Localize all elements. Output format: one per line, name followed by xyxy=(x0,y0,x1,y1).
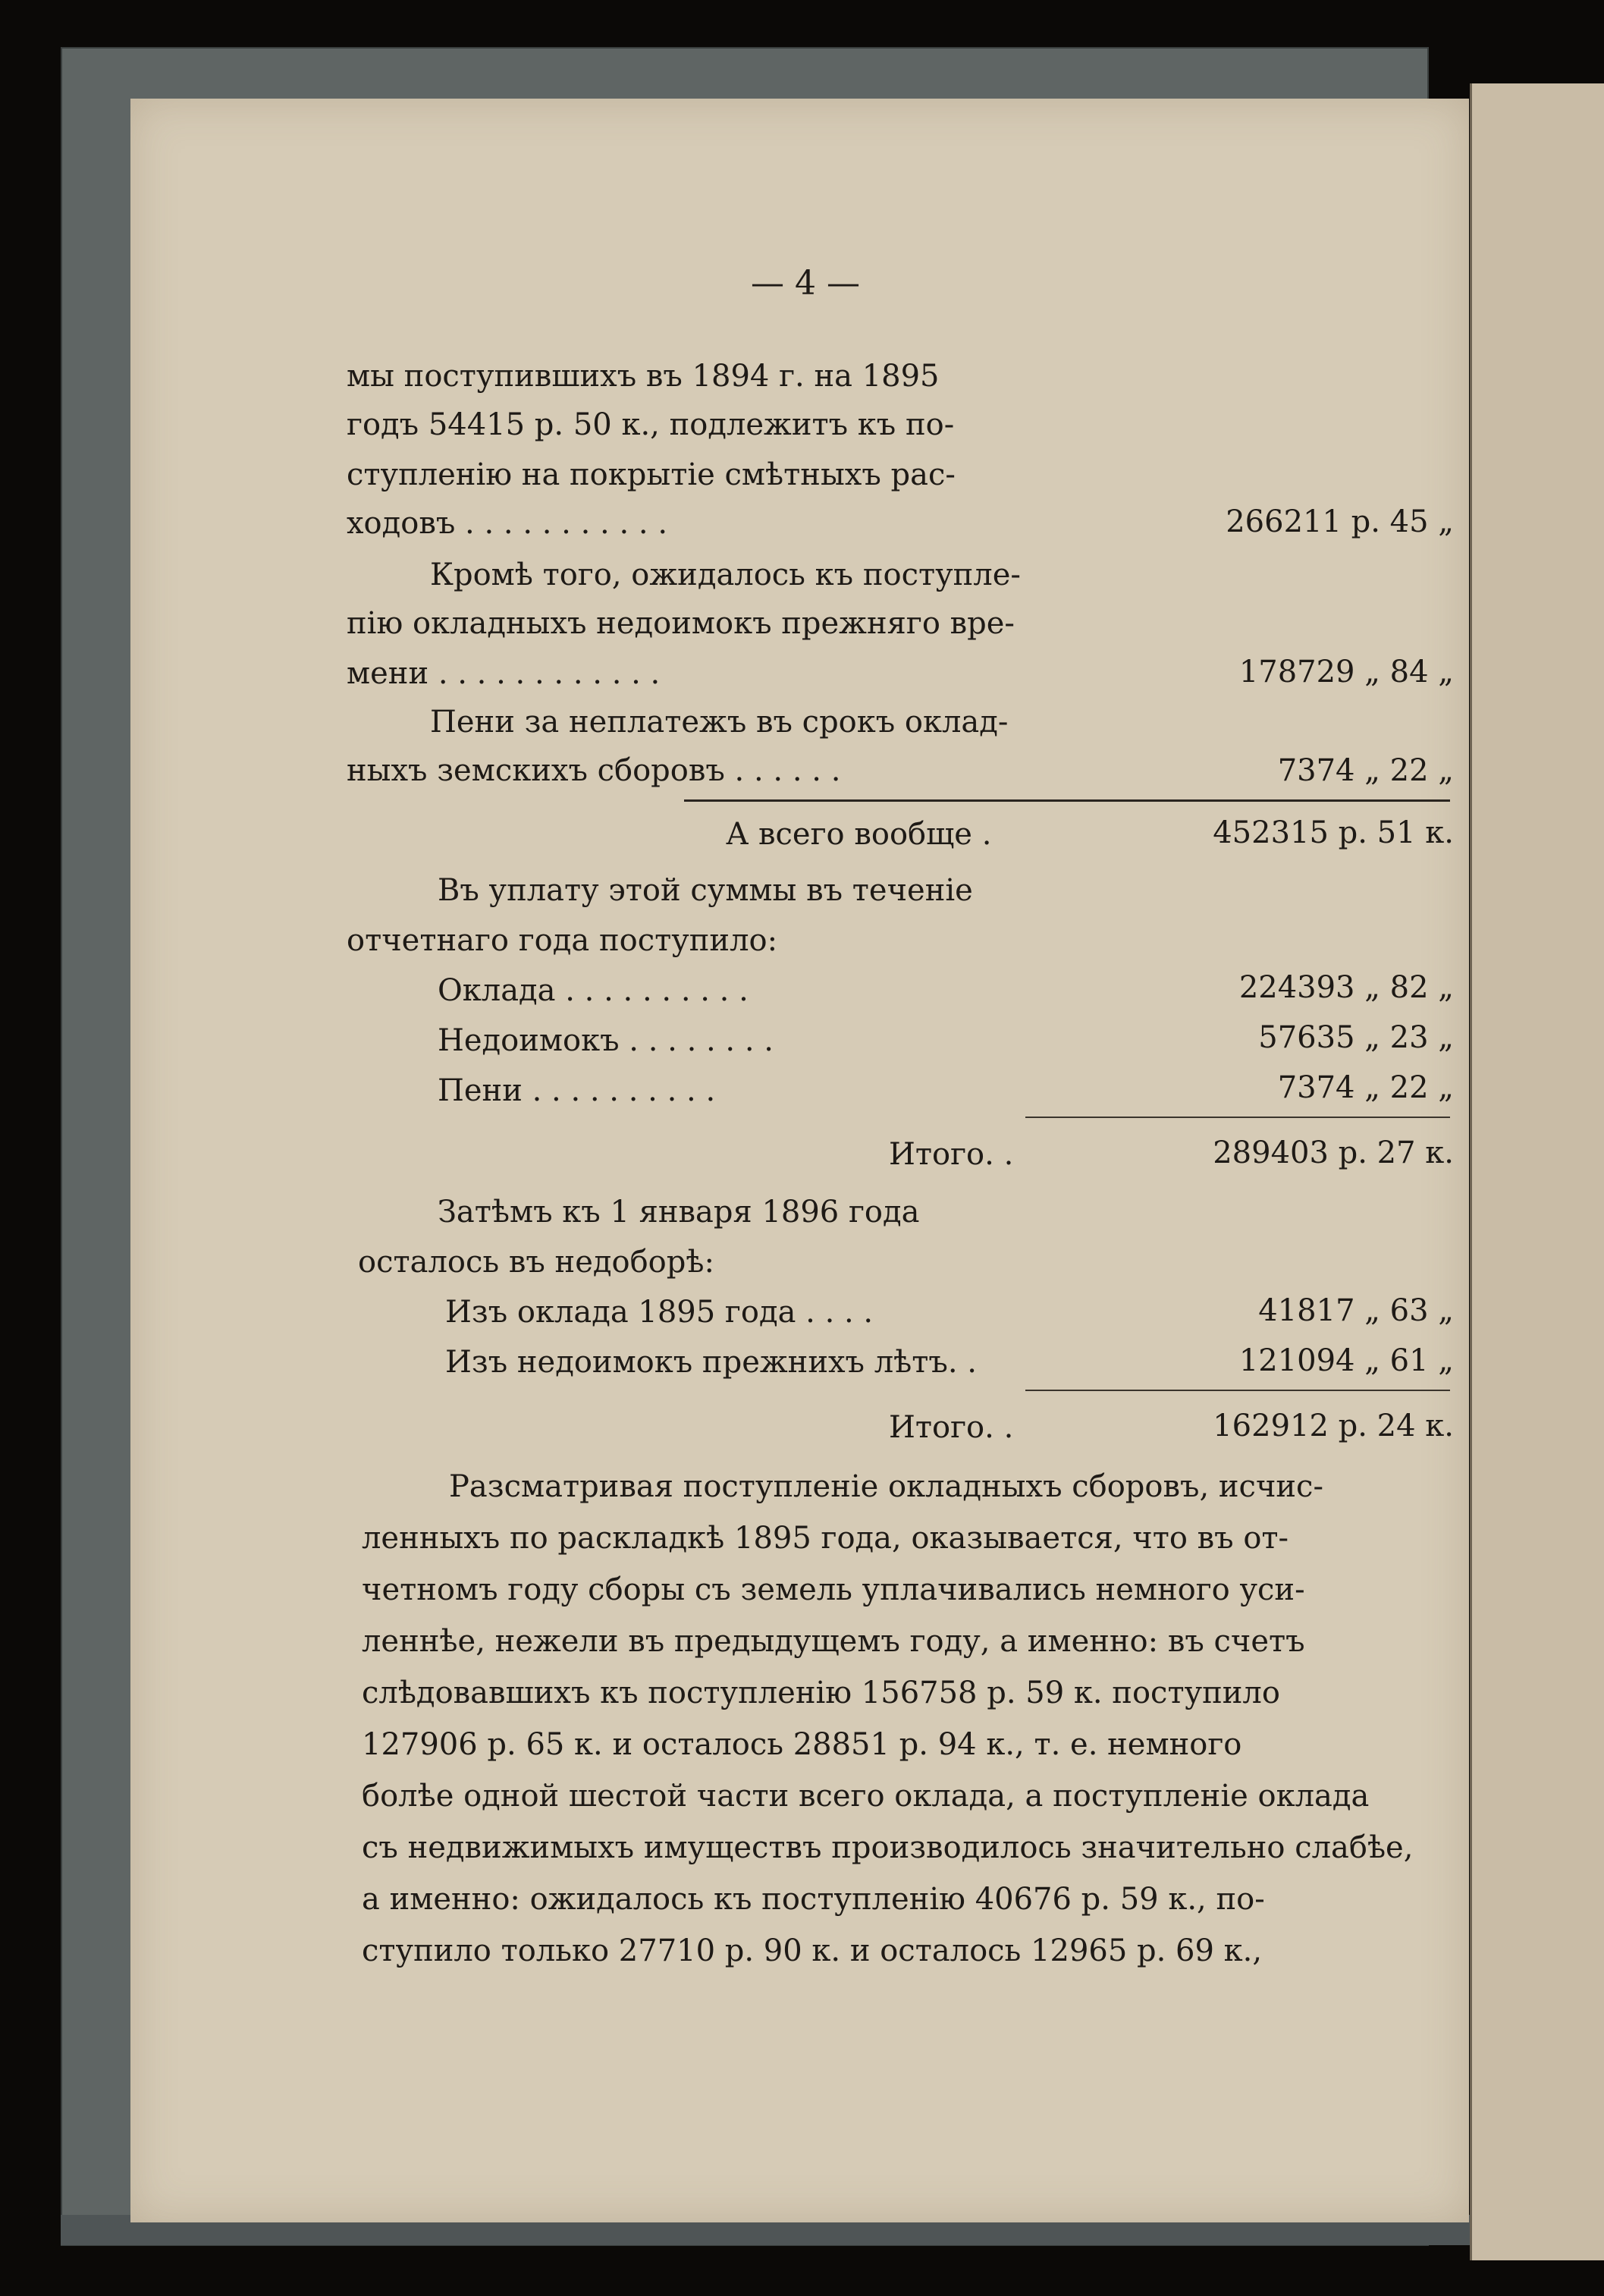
text-line: ходовъ . . . . . . . . . . . xyxy=(347,506,668,541)
text-line: Затѣмъ къ 1 января 1896 года xyxy=(438,1195,920,1230)
amount-value: 57635 „ 23 „ xyxy=(1258,1020,1454,1055)
sum-rule xyxy=(1025,1390,1450,1391)
text-line: леннѣе, нежели въ предыдущемъ году, а именно: въ счетъ xyxy=(362,1624,1305,1659)
amount-value: 7374 „ 22 „ xyxy=(1277,753,1454,788)
amount-value: 224393 „ 82 „ xyxy=(1238,970,1454,1005)
text-line: пію окладныхъ недоимокъ прежняго вре- xyxy=(347,606,1015,641)
text-line: слѣдовавшихъ къ поступленію 156758 р. 59 к. поступило xyxy=(362,1676,1280,1710)
text-line: Оклада . . . . . . . . . . xyxy=(438,973,749,1008)
subtotal-label: Итого. . xyxy=(889,1410,1014,1445)
text-line: Изъ недоимокъ прежнихъ лѣтъ. . xyxy=(445,1345,977,1380)
text-line: ступленію на покрытіе смѣтныхъ рас- xyxy=(347,457,956,492)
amount-value: 7374 „ 22 „ xyxy=(1277,1070,1454,1105)
text-line: четномъ году сборы съ земель уплачивались немного уси- xyxy=(362,1572,1305,1607)
text-line: ленныхъ по раскладкѣ 1895 года, оказывается, что въ от- xyxy=(362,1521,1289,1556)
sum-rule xyxy=(1025,1117,1450,1118)
amount-value: 289403 р. 27 к. xyxy=(1213,1135,1454,1170)
text-line: Пени за неплатежъ въ срокъ оклад- xyxy=(430,705,1009,740)
text-line: ныхъ земскихъ сборовъ . . . . . . xyxy=(347,753,841,788)
text-line: мени . . . . . . . . . . . . xyxy=(347,656,661,691)
amount-value: 178729 „ 84 „ xyxy=(1238,655,1454,689)
text-line: Недоимокъ . . . . . . . . xyxy=(438,1023,774,1058)
amount-value: 266211 р. 45 „ xyxy=(1226,504,1454,539)
amount-value: 41817 „ 63 „ xyxy=(1258,1293,1454,1328)
adjacent-page-edge xyxy=(1470,83,1604,2260)
text-line: Разсматривая поступленіе окладныхъ сборовъ, исчис- xyxy=(449,1469,1323,1504)
document-page xyxy=(130,99,1469,2222)
amount-value: 121094 „ 61 „ xyxy=(1238,1343,1454,1378)
text-line: отчетнаго года поступило: xyxy=(347,923,778,958)
page-number: — 4 — xyxy=(751,264,860,303)
text-line: годъ 54415 р. 50 к., подлежитъ къ по- xyxy=(347,407,955,442)
amount-value: 162912 р. 24 к. xyxy=(1213,1409,1454,1443)
amount-value: 452315 р. 51 к. xyxy=(1213,815,1454,850)
text-line: 127906 р. 65 к. и осталось 28851 р. 94 к., т. е. немного xyxy=(362,1727,1242,1762)
text-line: Кромѣ того, ожидалось къ поступле- xyxy=(430,558,1021,592)
text-line: мы поступившихъ въ 1894 г. на 1895 xyxy=(347,359,940,394)
sum-rule xyxy=(684,799,1450,802)
text-line: болѣе одной шестой части всего оклада, а поступленіе оклада xyxy=(362,1779,1370,1814)
text-line: ступило только 27710 р. 90 к. и осталось 12965 р. 69 к., xyxy=(362,1933,1263,1968)
subtotal-label: Итого. . xyxy=(889,1137,1014,1172)
text-line: съ недвижимыхъ имуществъ производилось значительно слабѣе, xyxy=(362,1830,1414,1865)
text-line: Пени . . . . . . . . . . xyxy=(438,1073,716,1108)
text-line: Изъ оклада 1895 года . . . . xyxy=(445,1295,874,1330)
text-line: осталось въ недоборѣ: xyxy=(358,1245,714,1280)
subtotal-label: А всего вообще . xyxy=(726,817,992,852)
text-line: Въ уплату этой суммы въ теченіе xyxy=(438,873,973,908)
text-line: а именно: ожидалось къ поступленію 40676 р. 59 к., по- xyxy=(362,1882,1265,1917)
